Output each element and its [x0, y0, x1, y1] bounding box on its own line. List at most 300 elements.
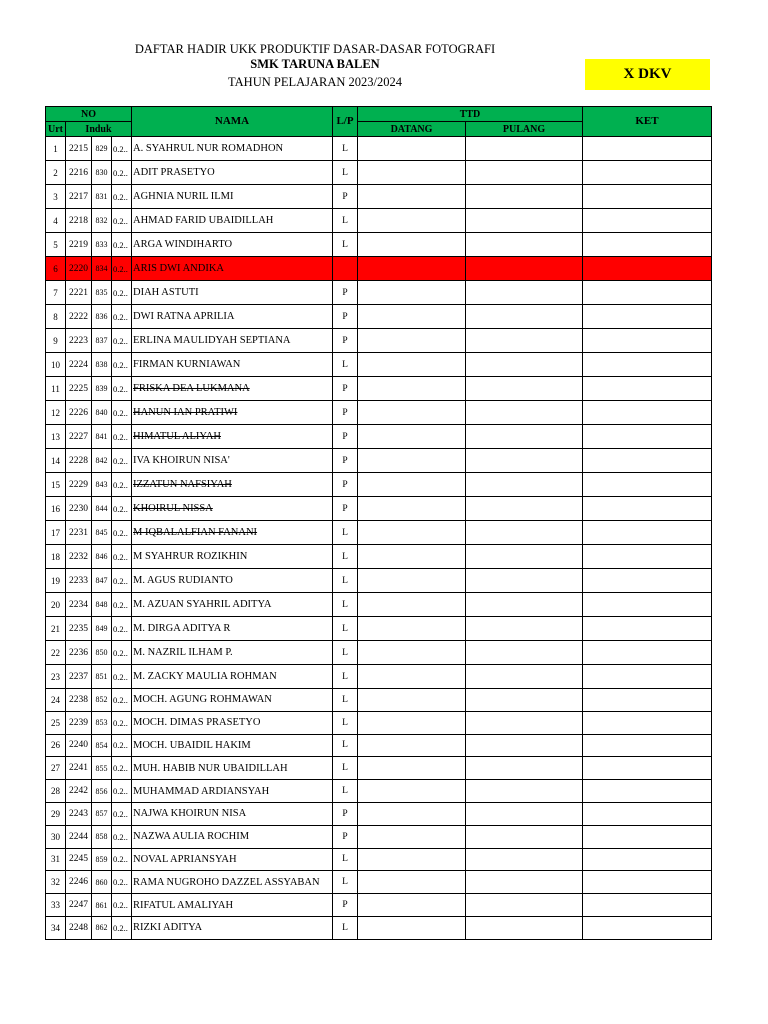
student-name: HANUN IAN PRATIWI — [133, 407, 238, 418]
student-name: NAJWA KHOIRUN NISA — [133, 808, 247, 820]
col-header-ket: KET — [583, 107, 712, 137]
ket-cell[interactable] — [583, 780, 712, 803]
table-row — [46, 329, 712, 353]
row-induk-ext: 0.2.. — [112, 473, 132, 497]
row-name — [132, 185, 333, 209]
row-name — [132, 209, 333, 233]
student-name: NAZWA AULIA ROCHIM — [133, 831, 250, 843]
student-name: ARIS DWI ANDIKA — [133, 263, 224, 274]
row-gender: L — [333, 569, 358, 593]
pulang-cell[interactable] — [466, 734, 583, 757]
col-header-pulang: PULANG — [466, 122, 583, 137]
pulang-cell[interactable] — [466, 569, 583, 593]
pulang-cell[interactable] — [466, 137, 583, 161]
row-gender: L — [333, 137, 358, 161]
row-induk: 856 — [92, 780, 112, 803]
ket-cell[interactable] — [583, 257, 712, 281]
ket-cell[interactable] — [583, 161, 712, 185]
ket-cell[interactable] — [583, 665, 712, 689]
row-number: 28 — [46, 780, 66, 803]
datang-cell[interactable] — [358, 848, 466, 871]
ket-cell[interactable] — [583, 825, 712, 848]
row-gender: P — [333, 305, 358, 329]
ket-cell[interactable] — [583, 353, 712, 377]
datang-cell[interactable] — [358, 593, 466, 617]
student-name: FIRMAN KURNIAWAN — [133, 359, 241, 370]
student-name: HIMATUL ALIYAH — [133, 431, 221, 442]
row-nis: 2245 — [66, 848, 92, 871]
table-row — [46, 377, 712, 401]
pulang-cell[interactable] — [466, 233, 583, 257]
pulang-cell[interactable] — [466, 848, 583, 871]
row-induk: 840 — [92, 401, 112, 425]
student-name: IZZATUN NAFSIYAH — [133, 479, 232, 490]
row-name — [132, 848, 333, 871]
row-number: 30 — [46, 825, 66, 848]
table-row — [46, 593, 712, 617]
row-gender: P — [333, 473, 358, 497]
datang-cell[interactable] — [358, 305, 466, 329]
pulang-cell[interactable] — [466, 161, 583, 185]
datang-cell[interactable] — [358, 137, 466, 161]
row-number: 6 — [46, 257, 66, 281]
student-name: A. SYAHRUL NUR ROMADHON — [133, 143, 284, 154]
datang-cell[interactable] — [358, 425, 466, 449]
pulang-cell[interactable] — [466, 916, 583, 939]
row-induk: 852 — [92, 689, 112, 712]
col-header-nama: NAMA — [132, 107, 333, 137]
row-induk-ext: 0.2.. — [112, 449, 132, 473]
ket-cell[interactable] — [583, 137, 712, 161]
row-gender: L — [333, 689, 358, 712]
datang-cell[interactable] — [358, 916, 466, 939]
datang-cell[interactable] — [358, 377, 466, 401]
row-gender: L — [333, 161, 358, 185]
datang-cell[interactable] — [358, 825, 466, 848]
ket-cell[interactable] — [583, 521, 712, 545]
ket-cell[interactable] — [583, 305, 712, 329]
datang-cell[interactable] — [358, 780, 466, 803]
row-number: 25 — [46, 711, 66, 734]
row-name — [132, 617, 333, 641]
row-nis: 2218 — [66, 209, 92, 233]
ket-cell[interactable] — [583, 377, 712, 401]
row-name — [132, 545, 333, 569]
row-induk: 829 — [92, 137, 112, 161]
ket-cell[interactable] — [583, 497, 712, 521]
row-nis: 2222 — [66, 305, 92, 329]
datang-cell[interactable] — [358, 473, 466, 497]
col-header-lp: L/P — [333, 107, 358, 137]
pulang-cell[interactable] — [466, 641, 583, 665]
datang-cell[interactable] — [358, 209, 466, 233]
pulang-cell[interactable] — [466, 401, 583, 425]
row-induk-ext: 0.2.. — [112, 305, 132, 329]
table-row — [46, 257, 712, 281]
datang-cell[interactable] — [358, 665, 466, 689]
col-header-datang: DATANG — [358, 122, 466, 137]
row-name — [132, 233, 333, 257]
pulang-cell[interactable] — [466, 521, 583, 545]
row-number: 20 — [46, 593, 66, 617]
datang-cell[interactable] — [358, 353, 466, 377]
row-induk: 841 — [92, 425, 112, 449]
row-gender: L — [333, 617, 358, 641]
row-induk: 842 — [92, 449, 112, 473]
pulang-cell[interactable] — [466, 757, 583, 780]
row-induk-ext: 0.2.. — [112, 425, 132, 449]
ket-cell[interactable] — [583, 593, 712, 617]
row-induk-ext: 0.2.. — [112, 329, 132, 353]
row-induk: 854 — [92, 734, 112, 757]
row-induk: 836 — [92, 305, 112, 329]
datang-cell[interactable] — [358, 641, 466, 665]
row-number: 1 — [46, 137, 66, 161]
row-gender: P — [333, 449, 358, 473]
row-nis: 2230 — [66, 497, 92, 521]
row-induk: 848 — [92, 593, 112, 617]
table-row — [46, 161, 712, 185]
student-name: MOCH. DIMAS PRASETYO — [133, 717, 261, 729]
row-induk: 837 — [92, 329, 112, 353]
pulang-cell[interactable] — [466, 617, 583, 641]
row-induk: 855 — [92, 757, 112, 780]
datang-cell[interactable] — [358, 734, 466, 757]
pulang-cell[interactable] — [466, 209, 583, 233]
pulang-cell[interactable] — [466, 377, 583, 401]
row-gender: L — [333, 641, 358, 665]
datang-cell[interactable] — [358, 497, 466, 521]
row-induk-ext: 0.2.. — [112, 401, 132, 425]
attendance-table — [45, 106, 712, 940]
row-name — [132, 711, 333, 734]
pulang-cell[interactable] — [466, 689, 583, 712]
row-gender: L — [333, 545, 358, 569]
table-row — [46, 825, 712, 848]
pulang-cell[interactable] — [466, 497, 583, 521]
row-number: 7 — [46, 281, 66, 305]
table-row — [46, 137, 712, 161]
row-gender: P — [333, 377, 358, 401]
pulang-cell[interactable] — [466, 665, 583, 689]
row-name — [132, 757, 333, 780]
pulang-cell[interactable] — [466, 185, 583, 209]
row-nis: 2220 — [66, 257, 92, 281]
ket-cell[interactable] — [583, 329, 712, 353]
row-gender: P — [333, 497, 358, 521]
row-nis: 2234 — [66, 593, 92, 617]
row-induk: 850 — [92, 641, 112, 665]
row-nis: 2236 — [66, 641, 92, 665]
row-induk-ext: 0.2.. — [112, 257, 132, 281]
row-name — [132, 802, 333, 825]
row-number: 29 — [46, 802, 66, 825]
ket-cell[interactable] — [583, 233, 712, 257]
row-induk: 843 — [92, 473, 112, 497]
table-row — [46, 780, 712, 803]
document-title: DAFTAR HADIR UKK PRODUKTIF DASAR-DASAR FOTOGRAFI — [134, 42, 496, 56]
pulang-cell[interactable] — [466, 825, 583, 848]
row-induk-ext: 0.2.. — [112, 871, 132, 894]
row-nis: 2233 — [66, 569, 92, 593]
row-induk: 861 — [92, 894, 112, 917]
row-induk-ext: 0.2.. — [112, 848, 132, 871]
col-header-no: NO — [46, 107, 132, 122]
row-induk-ext: 0.2.. — [112, 377, 132, 401]
table-row — [46, 401, 712, 425]
student-name: M IQBALALFIAN FANANI — [133, 527, 258, 538]
row-induk-ext: 0.2.. — [112, 825, 132, 848]
student-name: M. AZUAN SYAHRIL ADITYA — [133, 599, 272, 610]
row-nis: 2238 — [66, 689, 92, 712]
row-induk: 858 — [92, 825, 112, 848]
ket-cell[interactable] — [583, 185, 712, 209]
pulang-cell[interactable] — [466, 449, 583, 473]
pulang-cell[interactable] — [466, 711, 583, 734]
row-name — [132, 521, 333, 545]
table-row — [46, 871, 712, 894]
row-number: 31 — [46, 848, 66, 871]
row-nis: 2224 — [66, 353, 92, 377]
class-label: X DKV — [585, 59, 710, 90]
row-gender: P — [333, 281, 358, 305]
row-number: 5 — [46, 233, 66, 257]
datang-cell[interactable] — [358, 802, 466, 825]
datang-cell[interactable] — [358, 871, 466, 894]
datang-cell[interactable] — [358, 281, 466, 305]
row-name — [132, 916, 333, 939]
ket-cell[interactable] — [583, 545, 712, 569]
row-name — [132, 425, 333, 449]
table-row — [46, 209, 712, 233]
pulang-cell[interactable] — [466, 257, 583, 281]
ket-cell[interactable] — [583, 569, 712, 593]
row-number: 14 — [46, 449, 66, 473]
row-gender: L — [333, 521, 358, 545]
academic-year: TAHUN PELAJARAN 2023/2024 — [228, 75, 402, 89]
pulang-cell[interactable] — [466, 894, 583, 917]
row-name — [132, 161, 333, 185]
row-nis: 2223 — [66, 329, 92, 353]
row-name — [132, 780, 333, 803]
pulang-cell[interactable] — [466, 593, 583, 617]
row-number: 21 — [46, 617, 66, 641]
row-number: 9 — [46, 329, 66, 353]
row-name — [132, 871, 333, 894]
pulang-cell[interactable] — [466, 780, 583, 803]
row-induk: 847 — [92, 569, 112, 593]
pulang-cell[interactable] — [466, 425, 583, 449]
row-number: 2 — [46, 161, 66, 185]
pulang-cell[interactable] — [466, 305, 583, 329]
table-row — [46, 185, 712, 209]
datang-cell[interactable] — [358, 711, 466, 734]
row-induk-ext: 0.2.. — [112, 916, 132, 939]
row-gender: L — [333, 848, 358, 871]
row-nis: 2244 — [66, 825, 92, 848]
row-induk: 859 — [92, 848, 112, 871]
row-number: 33 — [46, 894, 66, 917]
row-nis: 2219 — [66, 233, 92, 257]
row-nis: 2235 — [66, 617, 92, 641]
ket-cell[interactable] — [583, 281, 712, 305]
row-induk: 857 — [92, 802, 112, 825]
row-gender — [333, 257, 358, 281]
ket-cell[interactable] — [583, 894, 712, 917]
row-induk-ext: 0.2.. — [112, 161, 132, 185]
table-row — [46, 848, 712, 871]
school-name: SMK TARUNA BALEN — [250, 57, 380, 71]
table-row — [46, 497, 712, 521]
row-gender: L — [333, 916, 358, 939]
pulang-cell[interactable] — [466, 353, 583, 377]
student-name: ARGA WINDIHARTO — [133, 239, 233, 250]
row-number: 10 — [46, 353, 66, 377]
student-name: M. AGUS RUDIANTO — [133, 575, 233, 586]
ket-cell[interactable] — [583, 641, 712, 665]
ket-cell[interactable] — [583, 449, 712, 473]
student-name: MOCH. UBAIDIL HAKIM — [133, 739, 251, 751]
row-gender: L — [333, 209, 358, 233]
row-name — [132, 473, 333, 497]
row-nis: 2228 — [66, 449, 92, 473]
datang-cell[interactable] — [358, 617, 466, 641]
row-number: 34 — [46, 916, 66, 939]
row-gender: L — [333, 871, 358, 894]
row-gender: P — [333, 329, 358, 353]
ket-cell[interactable] — [583, 425, 712, 449]
student-name: DWI RATNA APRILIA — [133, 311, 235, 322]
student-name: KHOIRUL NISSA — [133, 503, 213, 514]
row-induk-ext: 0.2.. — [112, 497, 132, 521]
ket-cell[interactable] — [583, 473, 712, 497]
row-induk-ext: 0.2.. — [112, 281, 132, 305]
row-gender: L — [333, 711, 358, 734]
datang-cell[interactable] — [358, 233, 466, 257]
row-induk-ext: 0.2.. — [112, 802, 132, 825]
ket-cell[interactable] — [583, 689, 712, 712]
ket-cell[interactable] — [583, 848, 712, 871]
datang-cell[interactable] — [358, 401, 466, 425]
row-name — [132, 353, 333, 377]
datang-cell[interactable] — [358, 757, 466, 780]
pulang-cell[interactable] — [466, 802, 583, 825]
row-number: 15 — [46, 473, 66, 497]
datang-cell[interactable] — [358, 329, 466, 353]
datang-cell[interactable] — [358, 185, 466, 209]
table-row — [46, 757, 712, 780]
datang-cell[interactable] — [358, 689, 466, 712]
row-nis: 2216 — [66, 161, 92, 185]
pulang-cell[interactable] — [466, 281, 583, 305]
row-number: 27 — [46, 757, 66, 780]
row-induk-ext: 0.2.. — [112, 665, 132, 689]
row-induk: 839 — [92, 377, 112, 401]
student-name: RIFATUL AMALIYAH — [133, 899, 234, 911]
ket-cell[interactable] — [583, 617, 712, 641]
pulang-cell[interactable] — [466, 473, 583, 497]
row-gender: P — [333, 425, 358, 449]
table-row — [46, 916, 712, 939]
row-nis: 2229 — [66, 473, 92, 497]
ket-cell[interactable] — [583, 916, 712, 939]
row-name — [132, 894, 333, 917]
row-nis: 2232 — [66, 545, 92, 569]
row-nis: 2243 — [66, 802, 92, 825]
row-induk: 846 — [92, 545, 112, 569]
ket-cell[interactable] — [583, 871, 712, 894]
row-induk-ext: 0.2.. — [112, 209, 132, 233]
col-header-ttd: TTD — [358, 107, 583, 122]
row-gender: P — [333, 825, 358, 848]
row-number: 16 — [46, 497, 66, 521]
table-row — [46, 894, 712, 917]
ket-cell[interactable] — [583, 757, 712, 780]
datang-cell[interactable] — [358, 545, 466, 569]
header-row-1 — [46, 107, 712, 122]
row-name — [132, 329, 333, 353]
row-name — [132, 734, 333, 757]
pulang-cell[interactable] — [466, 871, 583, 894]
col-header-induk: Induk — [66, 122, 132, 137]
datang-cell[interactable] — [358, 894, 466, 917]
datang-cell[interactable] — [358, 161, 466, 185]
student-name: M SYAHRUR ROZIKHIN — [133, 551, 248, 562]
ket-cell[interactable] — [583, 802, 712, 825]
table-row — [46, 665, 712, 689]
row-nis: 2226 — [66, 401, 92, 425]
student-name: ADIT PRASETYO — [133, 167, 215, 178]
datang-cell[interactable] — [358, 521, 466, 545]
row-name — [132, 641, 333, 665]
student-name: AHMAD FARID UBAIDILLAH — [133, 215, 274, 226]
student-name: IVA KHOIRUN NISA' — [133, 455, 230, 466]
row-number: 8 — [46, 305, 66, 329]
ket-cell[interactable] — [583, 711, 712, 734]
datang-cell[interactable] — [358, 449, 466, 473]
row-name — [132, 689, 333, 712]
row-gender: P — [333, 894, 358, 917]
table-row — [46, 617, 712, 641]
ket-cell[interactable] — [583, 734, 712, 757]
ket-cell[interactable] — [583, 209, 712, 233]
row-induk: 831 — [92, 185, 112, 209]
row-number: 13 — [46, 425, 66, 449]
row-number: 3 — [46, 185, 66, 209]
row-nis: 2242 — [66, 780, 92, 803]
student-name: MOCH. AGUNG ROHMAWAN — [133, 694, 272, 706]
row-nis: 2246 — [66, 871, 92, 894]
datang-cell[interactable] — [358, 257, 466, 281]
row-induk-ext: 0.2.. — [112, 569, 132, 593]
row-induk: 835 — [92, 281, 112, 305]
table-row — [46, 569, 712, 593]
pulang-cell[interactable] — [466, 329, 583, 353]
ket-cell[interactable] — [583, 401, 712, 425]
row-number: 32 — [46, 871, 66, 894]
row-number: 11 — [46, 377, 66, 401]
pulang-cell[interactable] — [466, 545, 583, 569]
student-name: RAMA NUGROHO DAZZEL ASSYABAN — [133, 876, 320, 888]
table-row — [46, 353, 712, 377]
datang-cell[interactable] — [358, 569, 466, 593]
row-nis: 2248 — [66, 916, 92, 939]
row-induk-ext: 0.2.. — [112, 137, 132, 161]
row-induk: 849 — [92, 617, 112, 641]
table-row — [46, 473, 712, 497]
row-induk-ext: 0.2.. — [112, 641, 132, 665]
row-nis: 2225 — [66, 377, 92, 401]
